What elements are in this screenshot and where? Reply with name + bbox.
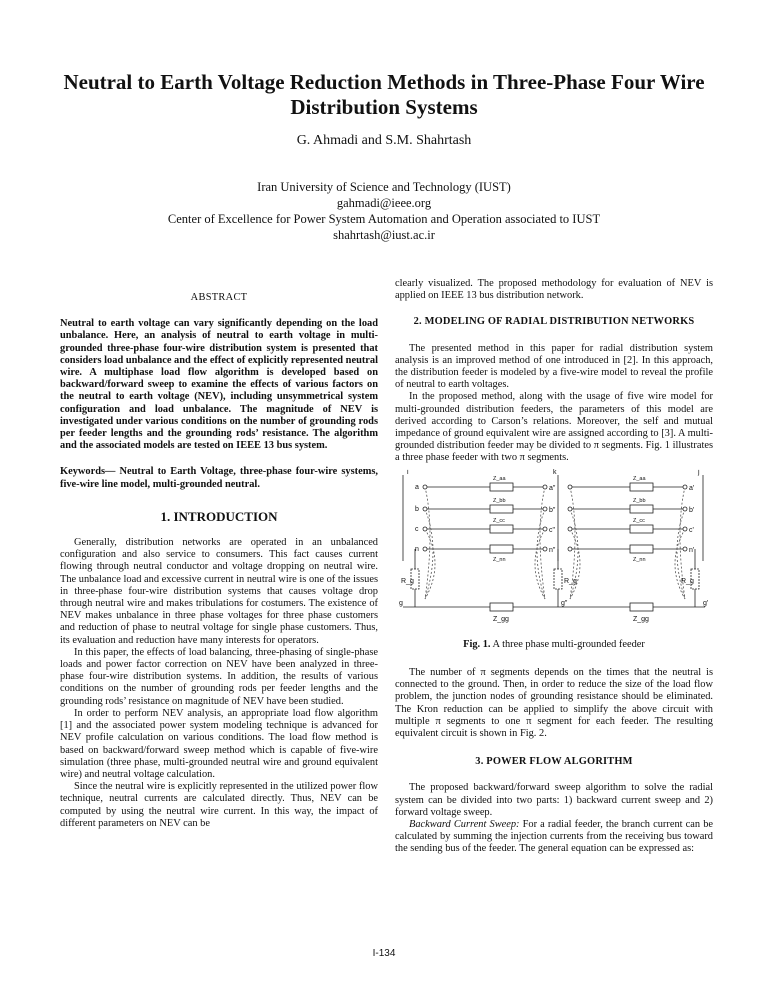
- intro-paragraph: Since the neutral wire is explicitly represented in the utilized power flow technique, neutral currents are calculated directly. Thus, NEV can be computed by using the neutral wire current. In this way, the impact of different parameters on NEV can be: [60, 781, 378, 829]
- impedance-label: Z_aa: [493, 475, 506, 482]
- impedance-label: Z_cc: [633, 517, 645, 524]
- left-column: [60, 278, 378, 830]
- affiliation-email: shahrtash@iust.ac.ir: [333, 228, 435, 242]
- intro-paragraph: In order to perform NEV analysis, an appropriate load flow algorithm [1] and the associated power system modeling technique is advanced for NEV profile calculation on various conditions. The load flow method is based on backward/forward sweep method which is capable of five-wire simulation (three phase, multi-grounded neutral wire and ground equivalent wire) and neutral voltage calculation.: [60, 707, 378, 780]
- impedance-label: Z_bb: [493, 497, 506, 504]
- ground-impedance-box: [630, 603, 653, 611]
- ground-node-label: g': [703, 599, 709, 607]
- impedance-box: [490, 483, 513, 491]
- bus-label-i: i: [407, 468, 409, 476]
- impedance-label: Z_aa: [633, 475, 646, 482]
- node-label: b": [549, 506, 556, 514]
- node-label: c": [549, 526, 555, 534]
- figure-caption-text: A three phase multi-grounded feeder: [490, 638, 645, 650]
- impedance-label: Z_nn: [633, 556, 646, 563]
- node-label: n": [549, 546, 556, 554]
- affiliations: [60, 179, 708, 243]
- modeling-paragraph: The number of π segments depends on the times that the neutral is connected to the ground. Then, in order to reduce the size of the load flow problem, the junction nodes of grounding resistance should be eliminated. The Kron reduction can be applied to simplify the above circuit with multiple π segments to one π segment for each feeder. The resulting equivalent circuit is shown in Fig. 2.: [395, 667, 713, 740]
- authors: G. Ahmadi and S.M. Shahrtash: [296, 133, 472, 148]
- powerflow-paragraph: The proposed backward/forward sweep algorithm to solve the radial system can be divided into two parts: 1) backward current sweep and 2) forward voltage sweep.: [395, 782, 713, 818]
- resistor-label: R_g: [401, 577, 414, 585]
- node-label: a: [415, 483, 419, 491]
- affiliation-email: gahmadi@ieee.org: [336, 196, 432, 210]
- node-label: n: [415, 545, 419, 553]
- impedance-label: Z_nn: [493, 556, 506, 563]
- ground-node-label: g: [399, 599, 403, 607]
- impedance-label: Z_cc: [493, 517, 505, 524]
- impedance-box: [630, 483, 653, 491]
- section-heading-power-flow: 3. POWER FLOW ALGORITHM: [475, 756, 633, 768]
- affiliation-line: Center of Excellence for Power System Automation and Operation associated to IUST: [167, 212, 601, 226]
- modeling-paragraph: In the proposed method, along with the usage of five wire model for multi-grounded distribution feeders, the parameters of this model are derived according to Carson’s relations. Moreover, the self and mutual impedance of ground equivalent wire are assigned according to [3]. A multi-grounded distribution feeder may be divided to π segments. Fig. 1 illustrates a three phase feeder with two π segments.: [395, 391, 713, 464]
- node-label: b': [689, 506, 695, 514]
- figure-caption: [395, 639, 713, 651]
- impedance-label: Z_bb: [633, 497, 646, 504]
- impedance-box: [490, 505, 513, 513]
- page-number: I-134: [372, 948, 396, 959]
- intro-paragraph: Generally, distribution networks are operated in an unbalanced configuration and also service to consumers. This fact causes current flowing through neutral conductor and voltage dropping on neutral wire. The unbalance load and excessive current in neutral wire is one of the issues in three-phase four-wire distribution systems that causes voltage drop through neutral wire and makes tribulations for costumers. The existence of NEV makes unbalance in three phase voltages for three phase customers and reduction of phase to neutral voltage for single phase customers. Thus, its evaluation and reduction have many interests for operators.: [60, 537, 378, 646]
- backward-sweep-text: For a radial feeder, the branch current can be calculated by summing the injection currents from the receiving bus toward the sending bus of the feeder. The general equation can be expressed as:: [395, 819, 714, 855]
- bus-label-j: j: [698, 468, 700, 476]
- abstract-text: Neutral to earth voltage can vary significantly depending on the load unbalance. Here, an analysis of neutral to earth voltage in multi-grounded three-phase four-wire distribution system is presented that considers load unbalance and the effect of explicitly represented neutral wire. A multiphase load flow algorithm is developed based on backward/forward sweep to examine the effects of various factors on the neutral to earth voltage (NEV), including unsymmetrical system configuration and load unbalance. The magnitude of NEV is investigated under various conditions on the number of grounding rods per feeder lengths and the grounding rods’ resistance. The algorithm and the associated models are tested on IEEE 13 bus system.: [60, 318, 378, 452]
- right-column: [395, 278, 713, 856]
- node-label: b: [415, 505, 419, 513]
- grounding-resistor: [554, 569, 562, 589]
- resistor-label: R_g: [681, 577, 694, 585]
- figure-1: [395, 469, 713, 651]
- keywords: Keywords— Neutral to Earth Voltage, three-phase four-wire systems, five-wire line model, multi-grounded neutral.: [60, 466, 378, 490]
- backward-sweep-paragraph: [395, 819, 713, 856]
- impedance-box: [490, 545, 513, 553]
- ground-node-label: g": [561, 599, 568, 607]
- resistor-label: R_g: [564, 577, 577, 585]
- figure-caption-label: Fig. 1.: [463, 638, 491, 650]
- ground-impedance-label: Z_gg: [633, 615, 649, 623]
- ground-impedance-box: [490, 603, 513, 611]
- section-heading-introduction: 1. INTRODUCTION: [160, 508, 278, 524]
- node-label: c: [415, 525, 419, 533]
- node-label: a': [689, 484, 695, 492]
- impedance-box: [630, 545, 653, 553]
- node-label: c': [689, 526, 694, 534]
- bus-label-k: k: [553, 468, 557, 476]
- section-heading-modeling: 2. MODELING OF RADIAL DISTRIBUTION NETWORKS: [413, 316, 695, 328]
- intro-paragraph: In this paper, the effects of load balancing, three-phasing of single-phase loads and power factor correction on NEV have been analyzed in three-phase four-wire distribution systems. In addition, the results of various conditions on the number of grounding rods per feeder lengths and the grounding rods’ resistance on magnitude of NEV have been studied.: [60, 646, 378, 707]
- backward-sweep-label: Backward Current Sweep:: [409, 819, 520, 831]
- continued-text: clearly visualized. The proposed methodology for evaluation of NEV is applied on IEEE 13 bus distribution network.: [395, 278, 713, 302]
- feeder-circuit-diagram: [395, 469, 713, 629]
- node-label: a": [549, 484, 556, 492]
- impedance-box: [490, 525, 513, 533]
- affiliation-line: Iran University of Science and Technology (IUST): [257, 180, 511, 194]
- paper-title: Neutral to Earth Voltage Reduction Methods in Three-Phase Four Wire Distribution Systems: [63, 70, 705, 119]
- ground-impedance-label: Z_gg: [493, 615, 509, 623]
- abstract-heading: ABSTRACT: [190, 292, 248, 303]
- impedance-box: [630, 505, 653, 513]
- modeling-paragraph: The presented method in this paper for radial distribution system analysis is an improved method of one introduced in [2]. In this approach, the distribution feeder is modeled by a five-wire model to reveal the profile of neutral to earth voltages.: [395, 342, 713, 391]
- node-label: n': [689, 546, 695, 554]
- impedance-box: [630, 525, 653, 533]
